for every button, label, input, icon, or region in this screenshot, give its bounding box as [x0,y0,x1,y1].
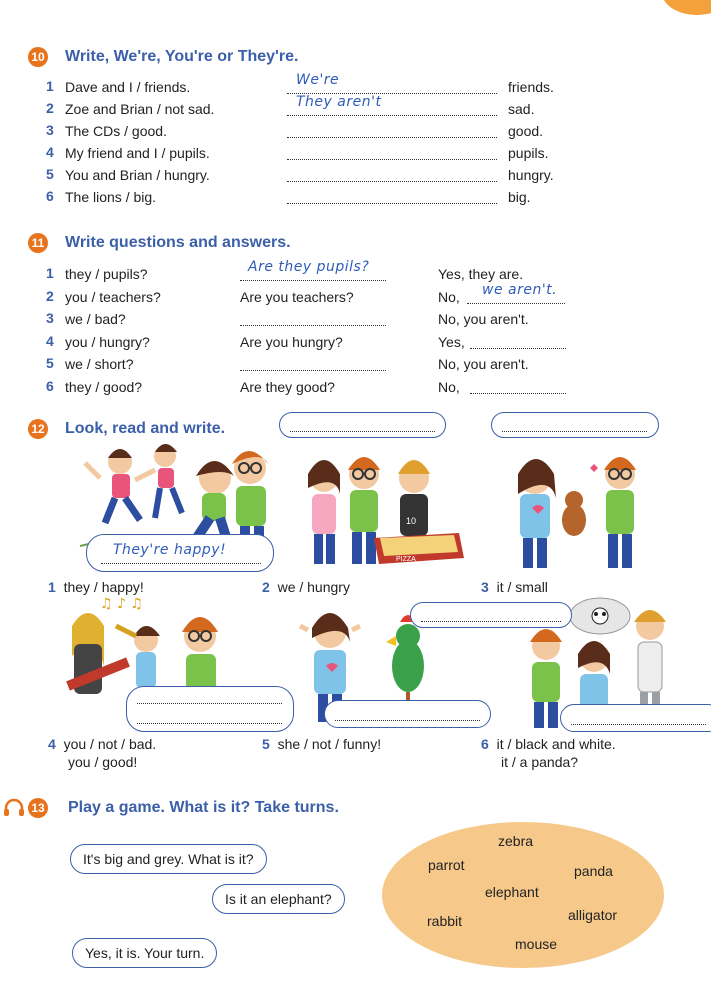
answer-line [137,687,282,704]
ex11-row-number: 6 [46,377,54,394]
ex10-row-number: 5 [46,166,54,182]
caption-4: 4 you / not / bad. you / good! [48,736,157,770]
ex11-answer-line[interactable] [470,377,566,394]
answer-bubble-6b[interactable] [560,704,711,732]
answer-bubble-6a[interactable] [410,602,572,628]
exercise-10-number: 10 [28,47,48,67]
caption-3: 3 it / small [481,579,548,595]
ex11-answer-start: No, [438,288,460,305]
ex11-answer-start: Yes, [438,333,465,350]
ex11-row-prompt: we / short? [65,356,134,372]
ex10-row-end: friends. [508,79,554,95]
ex10-row-end: pupils. [508,145,549,161]
answer-bubble-3[interactable] [491,412,659,438]
ex11-row-prompt: they / good? [65,378,143,395]
ex10-row-end: hungry. [508,167,554,183]
answer-line [290,415,435,432]
ex11-answer-line[interactable] [470,332,566,349]
answer-line [502,415,647,432]
word-parrot: parrot [428,857,465,873]
ex10-row-number: 3 [46,122,54,138]
ex10-answer: They aren't [296,94,382,110]
game-bubble-3: Yes, it is. Your turn. [72,938,217,968]
ex11-row-number: 3 [46,310,54,326]
answer-bubble-4[interactable] [126,686,294,732]
ex11-question-line[interactable] [240,309,386,326]
ex10-row-prompt: My friend and I / pupils. [65,145,210,161]
ex10-row-prompt: You and Brian / hungry. [65,167,210,183]
ex10-row-end: sad. [508,101,535,117]
exercise-10-title: Write, We're, You're or They're. [65,48,299,65]
ex10-row-prompt: Dave and I / friends. [65,79,191,95]
ex11-row-number: 1 [46,265,54,281]
ex10-answer-line[interactable] [287,165,497,182]
ex11-row-number: 2 [46,287,54,304]
exercise-11-title: Write questions and answers. [65,234,291,251]
caption-6: 6 it / black and white. it / a panda? [481,736,616,770]
answer-bubble-2[interactable] [279,412,446,438]
exercise-13-title: Play a game. What is it? Take turns. [68,799,339,816]
caption-2: 2 we / hungry [262,579,350,595]
shirt-number: 10 [406,516,417,526]
ex11-row-number: 4 [46,332,54,349]
ex11-answer: Yes, they are. [438,266,524,282]
ex11-row-prompt: you / teachers? [65,288,161,305]
ex11-question: Are you teachers? [240,288,354,305]
scene-small-pet [490,438,670,578]
ex10-row-end: big. [508,189,531,205]
ex11-answer: No, you aren't. [438,356,529,372]
pizza-box-label: PIZZA [396,556,416,563]
ex11-question-line[interactable] [240,354,386,371]
ex11-row-prompt: they / pupils? [65,266,148,282]
exercise-12-number: 12 [28,419,48,439]
ex11-answer: No, you aren't. [438,311,529,327]
headphones-icon[interactable] [2,796,26,818]
answer-line [137,707,282,724]
ex11-question: Are they pupils? [248,259,370,275]
answer-bubble-1 [86,534,274,572]
ex10-row-prompt: The lions / big. [65,189,157,205]
caption-5: 5 she / not / funny! [262,736,382,752]
music-notes-icon: ♫ ♪ ♫ [100,596,143,612]
game-bubble-2: Is it an elephant? [212,884,345,914]
page-corner-decoration [662,0,711,15]
word-rabbit: rabbit [427,913,463,929]
ex11-row-prompt: you / hungry? [65,333,150,350]
ex10-answer-line[interactable] [287,121,497,138]
answer-line [571,708,706,725]
ex10-row-number: 1 [46,78,54,94]
ex11-row-prompt: we / bad? [65,311,126,327]
ex10-answer-line[interactable] [287,187,497,204]
answer-line [335,704,480,721]
word-mouse: mouse [515,936,558,952]
ex10-row-number: 2 [46,100,54,116]
scene-hungry-children [284,438,469,578]
answer-bubble-5[interactable] [324,700,491,728]
ex11-answer-fill: we aren't. [482,281,558,298]
caption-1: 1 they / happy! [48,579,144,595]
answer-line [421,605,561,622]
exercise-12-title: Look, read and write. [65,420,226,437]
ex11-answer-start: No, [438,378,460,395]
exercise-13-number: 13 [28,798,48,818]
ex11-question: Are you hungry? [240,333,343,350]
ex10-answer-line[interactable] [287,143,497,160]
ex11-row-number: 5 [46,355,54,371]
exercise-11-number: 11 [28,233,48,253]
ex10-row-number: 4 [46,144,54,160]
ex11-question: Are they good? [240,378,335,395]
word-alligator: alligator [568,907,618,923]
game-bubble-1: It's big and grey. What is it? [70,844,267,874]
ex10-row-end: good. [508,123,544,139]
word-elephant: elephant [485,884,539,900]
ex10-row-prompt: Zoe and Brian / not sad. [65,101,215,117]
example-answer: They're happy! [113,542,227,558]
ex10-answer: We're [296,72,340,88]
word-zebra: zebra [498,833,534,849]
ex10-row-number: 6 [46,188,54,204]
ex10-row-prompt: The CDs / good. [65,123,167,139]
word-panda: panda [574,863,613,879]
